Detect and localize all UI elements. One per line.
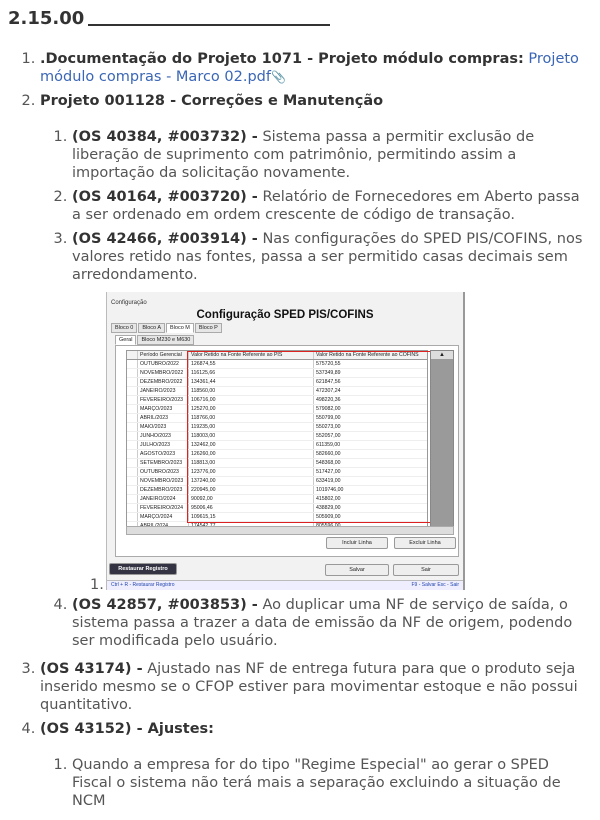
table-cell[interactable]: 116125,66 xyxy=(189,369,314,377)
table-cell[interactable]: OUTUBRO/2022 xyxy=(138,360,189,368)
table-cell[interactable]: 1019746,00 xyxy=(316,487,344,493)
heading-underline xyxy=(88,24,330,26)
table-cell[interactable]: MAIO/2023 xyxy=(138,423,189,431)
scroll-up-icon[interactable]: ▲ xyxy=(431,351,453,359)
table-row[interactable] xyxy=(127,378,427,387)
table-cell[interactable]: 582660,00 xyxy=(316,451,341,457)
sped-config-window xyxy=(106,292,465,590)
list-item: 1. Quando a empresa for do tipo "Regime Especial" ao gerar o SPED Fiscal o sistema não terá mais a separação excluindo a situação de NCM xyxy=(72,756,592,810)
table-cell[interactable]: 517427,00 xyxy=(316,469,341,475)
table-cell[interactable]: FEVEREIRO/2024 xyxy=(138,504,189,512)
table-row[interactable] xyxy=(127,486,427,495)
table-cell[interactable]: 633419,00 xyxy=(316,478,341,484)
table-cell[interactable]: 498220,36 xyxy=(316,397,341,403)
table-cell[interactable]: JULHO/2023 xyxy=(138,441,189,449)
tab-geral[interactable]: Geral xyxy=(115,335,136,345)
list-item: 1. .Documentação do Projeto 1071 - Projeto módulo compras: Projeto módulo compras - Marco 02.pdf📎 xyxy=(40,50,592,86)
list-item: 2. (OS 40164, #003720) - Relatório de Fornecedores em Aberto passa a ser ordenado em ordem crescente de código de transação. xyxy=(72,188,592,224)
table-cell[interactable]: AGOSTO/2023 xyxy=(138,450,189,458)
table-row[interactable] xyxy=(127,441,427,450)
table-row[interactable] xyxy=(127,405,427,414)
table-row[interactable] xyxy=(127,459,427,468)
table-row[interactable] xyxy=(127,369,427,378)
table-cell[interactable]: 579082,00 xyxy=(316,406,341,412)
table-cell[interactable]: 550273,00 xyxy=(316,424,341,430)
table-cell[interactable]: 137240,00 xyxy=(189,477,314,485)
tab-bloco-a[interactable]: Bloco A xyxy=(138,323,165,333)
table-row[interactable] xyxy=(127,468,427,477)
horizontal-scrollbar[interactable] xyxy=(126,526,454,535)
table-cell[interactable]: 132462,00 xyxy=(189,441,314,449)
table-cell[interactable]: 125270,00 xyxy=(189,405,314,413)
table-cell[interactable]: MARÇO/2023 xyxy=(138,405,189,413)
pdf-link[interactable]: Projeto módulo compras - Marco 02.pdf xyxy=(40,51,579,85)
vertical-scrollbar[interactable] xyxy=(430,350,454,528)
sub-tabs xyxy=(115,335,195,345)
table-cell[interactable]: 438829,00 xyxy=(316,505,341,511)
list-item: 3. (OS 42466, #003914) - Nas configurações do SPED PIS/COFINS, nos valores retido nas fontes, passa a ser permitido casas decimais sem arredondamento. 1. Configuração Configuração SPED PIS/COFINS Bloco 0 Bloco A Bloco M Bloco P Geral Bloco M230 e M630 Período Gerencial Valor Retido na Fonte Referente ao PIS Valor Retido na Fonte Referente ao COFINS OUTUBRO/2022 126874,55 575720,55 NOVEMBRO/2022 116125,66 537349,89 DEZEMBRO/2022 134361,44 621847,56 JANEIRO/2023 118560,00 472307,24 FEVEREIRO/2023 106716,00 498220,36 MARÇO/2023 125270,00 579082,00 ABRIL/2023 118766,00 550799,00 MAIO/2023 119235,00 550273,00 JUNHO/2023 118003,00 552057,00 JULHO/2023 132462,00 611359,00 AGOSTO/2023 126260,00 582660,00 SETEMBRO/2023 118813,00 548368,00 OUTUBRO/2023 123776,00 517427,00 NOVEMBRO/2023 137240,00 633419,00 DEZEMBRO/2023 220945,00 1019746,00 JANEIRO/2024 90092,00 415802,00 FEVEREIRO/2024 95006,46 438829,00 MARÇO/2024 109615,15 505909,00 ▲ Incluir Linha Excluir Linha Restaurar Registro Salvar Sair Ctrl + R - Restaurar Registro F9 - Salvar Esc - Sair xyxy=(72,230,592,590)
list-item: 4. (OS 42857, #003853) - Ao duplicar uma NF de serviço de saída, o sistema passa a trazer a data de emissão da NF de origem, podendo ser modificada pelo usuário. xyxy=(72,596,592,650)
values-table xyxy=(126,350,428,528)
column-header: Valor Retido na Fonte Referente ao COFINS xyxy=(316,352,419,358)
table-cell[interactable]: 126260,00 xyxy=(189,450,314,458)
shortcut-footer: Ctrl + R - Restaurar Registro F9 - Salvar Esc - Sair xyxy=(107,580,463,590)
version-heading: 2.15.00 xyxy=(8,8,330,30)
table-cell[interactable]: 118003,00 xyxy=(189,432,314,440)
window-title: Configuração xyxy=(111,300,147,306)
table-row[interactable] xyxy=(127,360,427,369)
sub-list xyxy=(40,756,592,810)
add-row-button[interactable]: Incluir Linha xyxy=(326,537,388,549)
table-cell[interactable]: 118560,00 xyxy=(189,387,314,395)
table-cell[interactable]: 548368,00 xyxy=(316,460,341,466)
table-row[interactable] xyxy=(127,450,427,459)
table-row[interactable] xyxy=(127,513,427,522)
delete-row-button[interactable]: Excluir Linha xyxy=(394,537,456,549)
table-cell[interactable]: FEVEREIRO/2023 xyxy=(138,396,189,404)
list-item: 3. (OS 43174) - Ajustado nas NF de entrega futura para que o produto seja inserido mesmo se o CFOP estiver para movimentar estoque e não possui quantitativo. xyxy=(40,660,592,714)
table-cell[interactable]: 118766,00 xyxy=(189,414,314,422)
table-cell[interactable]: SETEMBRO/2023 xyxy=(138,459,189,467)
list-item: 4. (OS 43152) - Ajustes: 1. Quando a empresa for do tipo "Regime Especial" ao gerar o SPED Fiscal o sistema não terá mais a separação excluindo a situação de NCM xyxy=(40,720,592,810)
table-cell[interactable]: 550799,00 xyxy=(316,415,341,421)
table-cell[interactable]: 575720,55 xyxy=(316,361,341,367)
paperclip-icon: 📎 xyxy=(271,70,286,84)
table-cell[interactable]: 119235,00 xyxy=(189,423,314,431)
table-cell[interactable]: NOVEMBRO/2023 xyxy=(138,477,189,485)
list-item: 2. Projeto 001128 - Correções e Manutenção 1. (OS 40384, #003732) - Sistema passa a permitir exclusão de liberação de suprimento com patrimônio, permitindo assim a importação da solicitação novamente. 2. (OS 40164, #003720) - Relatório de Fornecedores em Aberto passa a ser ordenado em ordem crescente de código de transação. 3. (OS 42466, #003914) - Nas configurações do SPED PIS/COFINS, nos valores retido nas fontes, passa a ser permitido casas decimais sem arredondamento. 1. Configuração Configuração SPED PIS/COFINS Bloco 0 Bloco A Bloco M Bloco P Geral Bloco M230 e M630 Período Gerencial Valor Retido na Fonte Referente ao PIS Valor Retido na Fonte Referente ao COFINS OUTUBRO/2022 126874,55 575720,55 NOVEMBRO/2022 116125,66 537349,89 DEZEMBRO/2022 134361,44 621847,56 JANEIRO/2023 118560,00 472307,24 FEVEREIRO/2023 106716,00 498220,36 MARÇO/2023 125270,00 579082,00 ABRIL/2023 118766,00 550799,00 MAIO/2023 119235,00 550273,00 JUNHO/2023 118003,00 552057,00 JULHO/2023 132462,00 611359,00 AGOSTO/2023 126260,00 582660,00 SETEMBRO/2023 118813,00 548368,00 OUTUBRO/2023 123776,00 517427,00 NOVEMBRO/2023 137240,00 633419,00 DEZEMBRO/2023 220945,00 1019746,00 JANEIRO/2024 90092,00 415802,00 FEVEREIRO/2024 95006,46 438829,00 MARÇO/2024 109615,15 505909,00 ▲ Incluir Linha Excluir Linha Restaurar Registro Salvar Sair Ctrl + R - Restaurar Registro F9 - Salvar Esc - Sair 4. (OS 42857, #003853) - Ao duplicar uma NF de serviço de saída, o sistema passa a trazer a data de emissão da NF de origem, podendo ser modificada pelo usuário. xyxy=(40,92,592,650)
sub-list xyxy=(40,128,592,650)
table-cell[interactable]: OUTUBRO/2023 xyxy=(138,468,189,476)
table-row[interactable] xyxy=(127,423,427,432)
table-cell[interactable]: 621847,56 xyxy=(316,379,341,385)
tab-panel xyxy=(115,345,459,557)
table-cell[interactable]: 552057,00 xyxy=(316,433,341,439)
table-cell[interactable]: 106716,00 xyxy=(189,396,314,404)
table-cell[interactable]: 220945,00 xyxy=(189,486,314,494)
table-row[interactable] xyxy=(127,504,427,513)
table-cell[interactable]: 109615,15 xyxy=(189,513,314,521)
table-cell[interactable]: JANEIRO/2023 xyxy=(138,387,189,395)
list-item: 1. (OS 40384, #003732) - Sistema passa a permitir exclusão de liberação de suprimento com patrimônio, permitindo assim a importação da solicitação novamente. xyxy=(72,128,592,182)
table-cell[interactable]: DEZEMBRO/2022 xyxy=(138,378,189,386)
screenshot-list xyxy=(72,292,592,593)
table-header xyxy=(127,351,427,360)
exit-button[interactable]: Sair xyxy=(393,564,459,576)
table-cell[interactable]: 537349,89 xyxy=(316,370,341,376)
embedded-screenshot: 1. Configuração Configuração SPED PIS/COFINS Bloco 0 Bloco A Bloco M Bloco P Geral Bloco M230 e M630 Período Gerencial Valor Retido na Fonte Referente ao PIS Valor Retido na Fonte Referente ao COFINS OUTUBRO/2022 126874,55 575720,55 NOVEMBRO/2022 116125,66 537349,89 DEZEMBRO/2022 134361,44 621847,56 JANEIRO/2023 118560,00 472307,24 FEVEREIRO/2023 106716,00 498220,36 MARÇO/2023 125270,00 579082,00 ABRIL/2023 118766,00 550799,00 MAIO/2023 119235,00 550273,00 JUNHO/2023 118003,00 552057,00 JULHO/2023 132462,00 611359,00 AGOSTO/2023 126260,00 582660,00 SETEMBRO/2023 118813,00 548368,00 OUTUBRO/2023 123776,00 517427,00 NOVEMBRO/2023 137240,00 633419,00 DEZEMBRO/2023 220945,00 1019746,00 JANEIRO/2024 90092,00 415802,00 FEVEREIRO/2024 95006,46 438829,00 MARÇO/2024 109615,15 505909,00 ▲ Incluir Linha Excluir Linha Restaurar Registro Salvar Sair Ctrl + R - Restaurar Registro F9 - Salvar Esc - Sair xyxy=(106,292,462,590)
save-button[interactable]: Salvar xyxy=(325,564,389,576)
table-cell[interactable]: JANEIRO/2024 xyxy=(138,495,189,503)
table-cell[interactable]: 611359,00 xyxy=(316,442,341,448)
table-cell[interactable]: 505909,00 xyxy=(316,514,341,520)
table-cell[interactable]: 90092,00 xyxy=(189,495,314,503)
table-cell[interactable]: JUNHO/2023 xyxy=(138,432,189,440)
table-cell[interactable]: MARÇO/2024 xyxy=(138,513,189,521)
block-tabs xyxy=(111,323,223,333)
list-item xyxy=(72,292,592,593)
table-row[interactable] xyxy=(127,495,427,504)
tab-bloco-p[interactable]: Bloco P xyxy=(195,323,222,333)
table-cell[interactable]: ABRIL/2023 xyxy=(138,414,189,422)
table-row[interactable] xyxy=(127,396,427,405)
table-row[interactable] xyxy=(127,477,427,486)
tab-bloco-m230[interactable]: Bloco M230 e M630 xyxy=(137,335,194,345)
table-row[interactable] xyxy=(127,432,427,441)
table-cell[interactable]: 134361,44 xyxy=(189,378,314,386)
table-row[interactable] xyxy=(127,414,427,423)
table-cell[interactable]: 472307,24 xyxy=(316,388,341,394)
dialog-title: Configuração SPED PIS/COFINS xyxy=(196,309,374,321)
table-cell[interactable]: NOVEMBRO/2022 xyxy=(138,369,189,377)
table-cell[interactable]: DEZEMBRO/2023 xyxy=(138,486,189,494)
table-cell[interactable]: 95006,46 xyxy=(189,504,314,512)
restore-record-button[interactable]: Restaurar Registro xyxy=(109,563,177,575)
tab-bloco-0[interactable]: Bloco 0 xyxy=(111,323,137,333)
table-cell[interactable]: 118813,00 xyxy=(189,459,314,467)
changelog-list xyxy=(0,50,592,820)
tab-bloco-m[interactable]: Bloco M xyxy=(166,323,194,333)
table-body xyxy=(127,360,427,531)
table-cell[interactable]: 415802,00 xyxy=(316,496,341,502)
table-cell[interactable]: 123776,00 xyxy=(189,468,314,476)
column-header: Valor Retido na Fonte Referente ao PIS xyxy=(189,351,314,359)
column-header: Período Gerencial xyxy=(138,351,189,359)
table-row[interactable] xyxy=(127,387,427,396)
table-cell[interactable]: 126874,55 xyxy=(189,360,314,368)
